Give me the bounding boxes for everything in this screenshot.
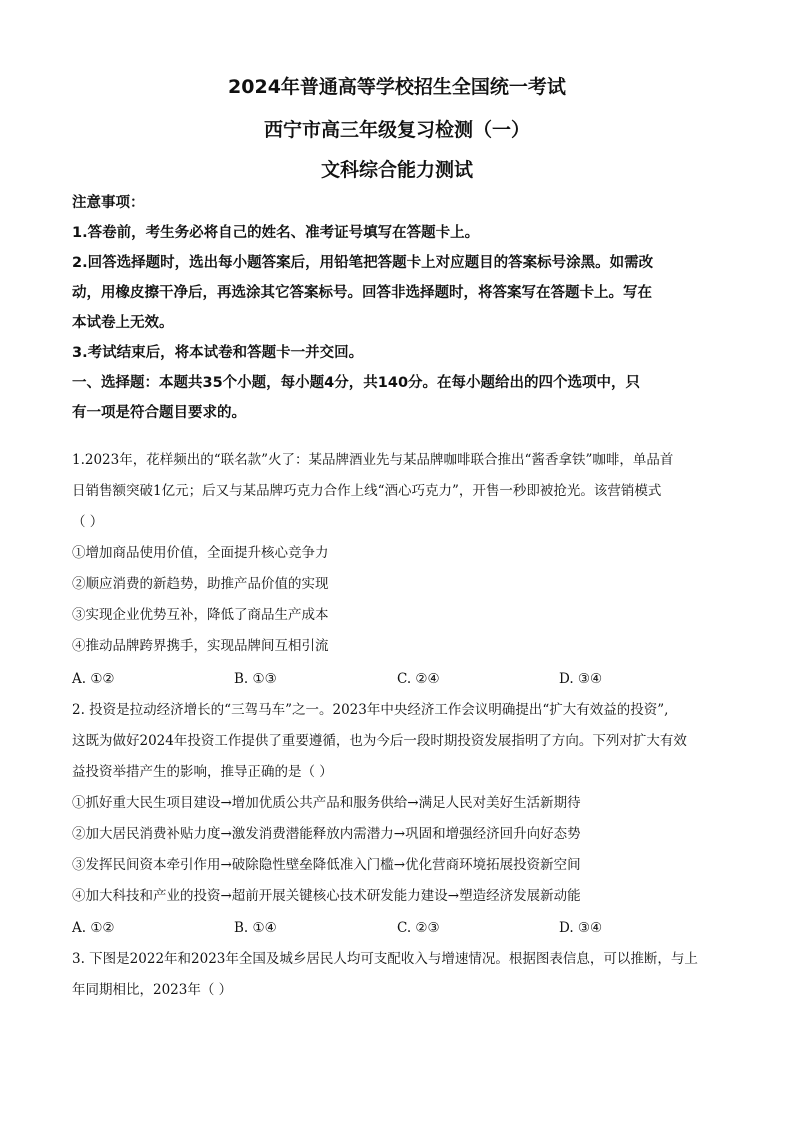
question-2-stem-line-3: 益投资举措产生的影响，推导正确的是（ ） [72, 764, 333, 780]
question-2-option-a: A. ①② [72, 920, 115, 936]
notice-block [72, 188, 722, 428]
section-heading-line-2: 有一项是符合题目要求的。 [72, 405, 246, 421]
question-1-stem-line-1: 1.2023年，花样频出的“联名款”火了：某品牌酒业先与某品牌咖啡联合推出“酱香拿铁”咖啡，单品首 [72, 452, 674, 468]
notice-item-2-line-2: 动，用橡皮擦干净后，再选涂其它答案标号。回答非选择题时，将答案写在答题卡上。写在 [72, 285, 652, 301]
question-1-options [72, 671, 722, 693]
question-1-statement-2: ②顺应消费的新趋势，助推产品价值的实现 [72, 576, 329, 592]
notice-item-1: 1.答卷前，考生务必将自己的姓名、准考证号填写在答题卡上。 [72, 225, 480, 241]
section-heading-line-1: 一、选择题：本题共35个小题，每小题4分，共140分。在每小题给出的四个选项中，只 [72, 375, 641, 391]
question-1-option-d: D. ③④ [559, 671, 603, 687]
question-2-statement-3: ③发挥民间资本牵引作用→破除隐性壁垒降低准入门槛→优化营商环境拓展投资新空间 [72, 857, 581, 873]
question-1-option-b: B. ①③ [234, 671, 277, 687]
exam-title: 2024年普通高等学校招生全国统一考试 [228, 76, 566, 98]
question-1-statement-3: ③实现企业优势互补，降低了商品生产成本 [72, 607, 329, 623]
question-1 [72, 445, 722, 662]
exam-subtitle: 西宁市高三年级复习检测（一） [263, 119, 530, 141]
notice-item-2-line-1: 2.回答选择题时，选出每小题答案后，用铅笔把答题卡上对应题目的答案标号涂黑。如需改 [72, 255, 654, 271]
question-2-option-d: D. ③④ [559, 920, 603, 936]
question-1-stem-line-3: （ ） [72, 514, 104, 530]
question-2-option-b: B. ①④ [234, 920, 277, 936]
notice-item-2-line-3: 本试卷上无效。 [72, 315, 174, 331]
question-1-statement-1: ①增加商品使用价值，全面提升核心竞争力 [72, 545, 329, 561]
question-3-stem-line-2: 年同期相比，2023年（ ） [72, 982, 233, 998]
question-2-options [72, 920, 722, 942]
question-2-stem-line-2: 这既为做好2024年投资工作提供了重要遵循，也为今后一段时期投资发展指明了方向。下列对扩大有效 [72, 733, 687, 749]
question-3 [72, 944, 722, 1006]
notice-item-3: 3.考试结束后，将本试卷和答题卡一并交回。 [72, 345, 364, 361]
question-2-statement-1: ①抓好重大民生项目建设→增加优质公共产品和服务供给→满足人民对美好生活新期待 [72, 795, 581, 811]
question-2-statement-4: ④加大科技和产业的投资→超前开展关键核心技术研发能力建设→塑造经济发展新动能 [72, 888, 581, 904]
exam-subject: 文科综合能力测试 [320, 159, 473, 181]
question-1-option-a: A. ①② [72, 671, 115, 687]
question-2 [72, 695, 722, 912]
question-2-option-c: C. ②③ [397, 920, 440, 936]
question-1-stem-line-2: 日销售额突破1亿元；后又与某品牌巧克力合作上线“酒心巧克力”，开售一秒即被抢光。该营销模式 [72, 483, 662, 499]
notice-heading: 注意事项： [72, 195, 145, 211]
question-2-statement-2: ②加大居民消费补贴力度→激发消费潜能释放内需潜力→巩固和增强经济回升向好态势 [72, 826, 581, 842]
question-1-option-c: C. ②④ [397, 671, 440, 687]
question-1-statement-4: ④推动品牌跨界携手，实现品牌间互相引流 [72, 638, 329, 654]
question-3-stem-line-1: 3. 下图是2022年和2023年全国及城乡居民人均可支配收入与增速情况。根据图表信息，可以推断，与上 [72, 951, 698, 967]
question-2-stem-line-1: 2. 投资是拉动经济增长的“三驾马车”之一。2023年中央经济工作会议明确提出“扩大有效益的投资”, [72, 702, 669, 718]
